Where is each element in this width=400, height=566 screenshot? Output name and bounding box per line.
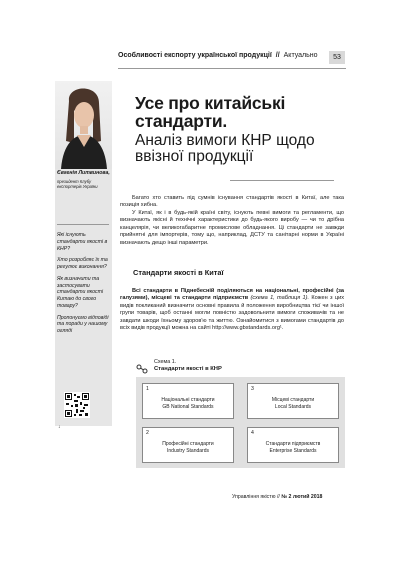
article-title: Усе про китайські стандарти. [135,93,286,131]
body-bold-lead: Всі стандарти в Піднебесній поділяються на національні, професійні (за галузями), місцеві та стандарти підприємств [120,288,344,302]
scheme-label: Схема 1. [154,359,177,365]
author-portrait-image [55,81,112,169]
author-name: Євгенія Литвинова, [57,170,110,176]
box-number: 4 [251,430,254,436]
qr-code-icon [64,392,90,418]
box-line-en: Industry Standards [167,447,209,454]
page-number: 53 [329,51,345,64]
sidebar-question: Пропонуємо відповіді та поради у нашому огляді [57,314,109,334]
box-line-ua: Національні стандарти [161,397,215,403]
box-line-ua: Професійні стандарти [162,441,214,447]
running-header [118,52,346,66]
box-text [143,441,233,454]
article-subtitle: Аналіз вимоги КНР щодо ввізної продукції [135,132,315,166]
standards-diagram [136,377,345,468]
box-number: 3 [251,386,254,392]
diagram-box-industry [142,427,234,463]
author-role: президент Клубу експортерів України [57,179,98,190]
box-line-ua: Місцеві стандарти [271,397,315,403]
intro-paragraph: У Китаї, як і в будь-якій країні світу, існують певні вимоги та регламенти, що визначають якісні й технічні характеристики до будь-якого виробу — чи то дрібна канцелярія, чи великогабаритне промислове обладнання. Ці стандарти не завжди прийнятні для імпортерів, тому що, наприклад, ДСТУ та санітарні норми в Україні визначають дещо інші параметри. [120,209,344,246]
scheme-title: Стандарти якості в КНР [154,366,222,372]
body-text: Кожен з цих видів покликаний визначити основні правила й положення виробництва тієї чи іншої групи товарів, щоб останні могли повністю задовольнити вимоги споживачів та не завдати шкоди їхньому здоров'ю та життю. Ознайомитися з вимогами стандартів до всіх видів продукції можна на сайті http://www.gbstandards.org¹. [120,295,344,332]
diagram-box-national [142,383,234,419]
title-divider [230,180,334,181]
diagram-box-local [247,383,339,419]
box-line-en: Local Standards [274,403,312,410]
header-section-title: Особливості експорту української продукції [118,52,272,59]
box-text [248,397,338,410]
box-line-en: Enterprise Standards [269,447,317,454]
sidebar-question: Хто розробляє їх та регулює виконання? [57,257,108,270]
diagram-box-enterprise [247,427,339,463]
box-number: 2 [146,430,149,436]
box-line-ua: Стандарти підприємств [265,441,321,447]
sidebar-question: Які існують стандарти якості в КНР? [57,232,108,252]
section-heading: Стандарти якості в Китаї [133,268,224,277]
sidebar-questions [57,232,111,340]
header-separator: // [275,52,280,59]
article-intro [120,195,344,247]
header-category: Актуально [283,52,318,59]
sidebar-question: Як визначити та застосувати стандарти якості Китаю до свого товару? [57,275,104,309]
box-number: 1 [146,386,149,392]
box-text [248,441,338,454]
sidebar-divider [57,224,109,225]
qr-code[interactable] [64,392,90,418]
intro-paragraph: Багато хто ставить під сумнів існування стандартів якості в Китаї, але така позиція хибна. [120,195,344,209]
page-footer [232,494,322,500]
hierarchy-icon [136,364,148,374]
footer-issue: № 2 лютий 2018 [281,494,323,500]
box-text [143,397,233,410]
author-photo [55,81,112,169]
qr-caption: ↓ [58,424,61,430]
footer-separator: // [276,494,280,500]
header-divider [118,68,346,69]
section-body [120,288,344,333]
body-reference: (схема 1, таблиця 1). [250,295,310,302]
scheme-icon [136,364,148,376]
box-line-en: GB National Standards [162,403,214,410]
footer-magazine: Управління якістю [232,494,276,500]
